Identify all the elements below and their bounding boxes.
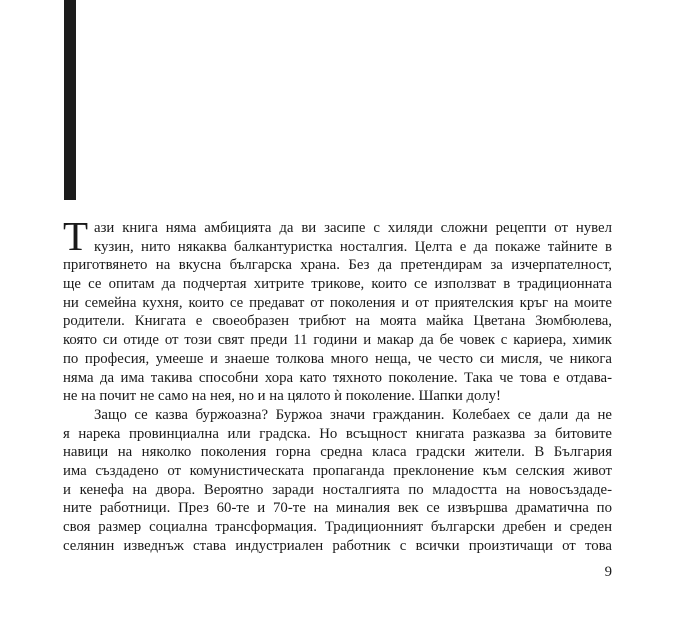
- page-number: 9: [604, 564, 612, 580]
- text-line: я нарека провинциална или градска. Но всъщност книгата разказва за битовите: [63, 425, 612, 442]
- text-line: кузин, нито някаква балкантуристка носталгия. Целта е да покаже тайните в: [94, 238, 612, 255]
- text-line: и кенефа на двора. Вероятно заради носталгията по младостта на новосъздаде-: [63, 481, 612, 498]
- text-line: ни семейна кухня, които се предават от поколения и от приятелския кръг на моите: [63, 294, 612, 311]
- drop-cap: Т: [63, 213, 89, 259]
- text-line: по професия, умееше и знаеше толкова много неща, че често си мисля, че никога: [63, 350, 612, 367]
- paragraph-1: [63, 213, 612, 406]
- decorative-side-bar: [64, 0, 76, 200]
- text-line: селянин изведнъж става индустриален работник с всички произтичащи от това: [63, 537, 612, 554]
- text-line: приготвянето на вкусна българска храна. Без да претендирам за изчерпателност,: [63, 257, 612, 274]
- text-line: която си отиде от този свят преди 11 години и макар да бе човек с кариера, химик: [63, 332, 612, 349]
- text-line: своя размер социална трансформация. Традиционният български дребен и среден: [63, 519, 612, 535]
- text-line: няма да има такива способни хора като тяхното поколение. Така че това е отдава-: [63, 369, 612, 386]
- text-line: навици на няколко поколения горна средна класа градски жители. В България: [63, 444, 612, 461]
- text-line: не на почит не само на нея, но и на цялото ѝ поколение. Шапки долу!: [63, 388, 501, 405]
- text-line: ните работници. През 60-те и 70-те на миналия век се извършва драматична по: [63, 500, 612, 517]
- body-text: [63, 213, 612, 555]
- text-line: ще се опитам да подчертая хитрите трикове, които се използват в традиционната: [63, 276, 612, 293]
- text-line: Защо се казва буржоазна? Буржоа значи гражданин. Колебаех се дали да не: [94, 406, 612, 423]
- text-line: ази книга няма амбицията да ви засипе с хиляди сложни рецепти от нувел: [94, 220, 612, 236]
- text-line: има създадено от комунистическата пропаганда преклонение към селския живот: [63, 462, 612, 479]
- paragraph-2: [63, 406, 612, 556]
- text-line: родители. Книгата е своеобразен трибют на моята майка Цветана Зюмбюлева,: [63, 313, 612, 330]
